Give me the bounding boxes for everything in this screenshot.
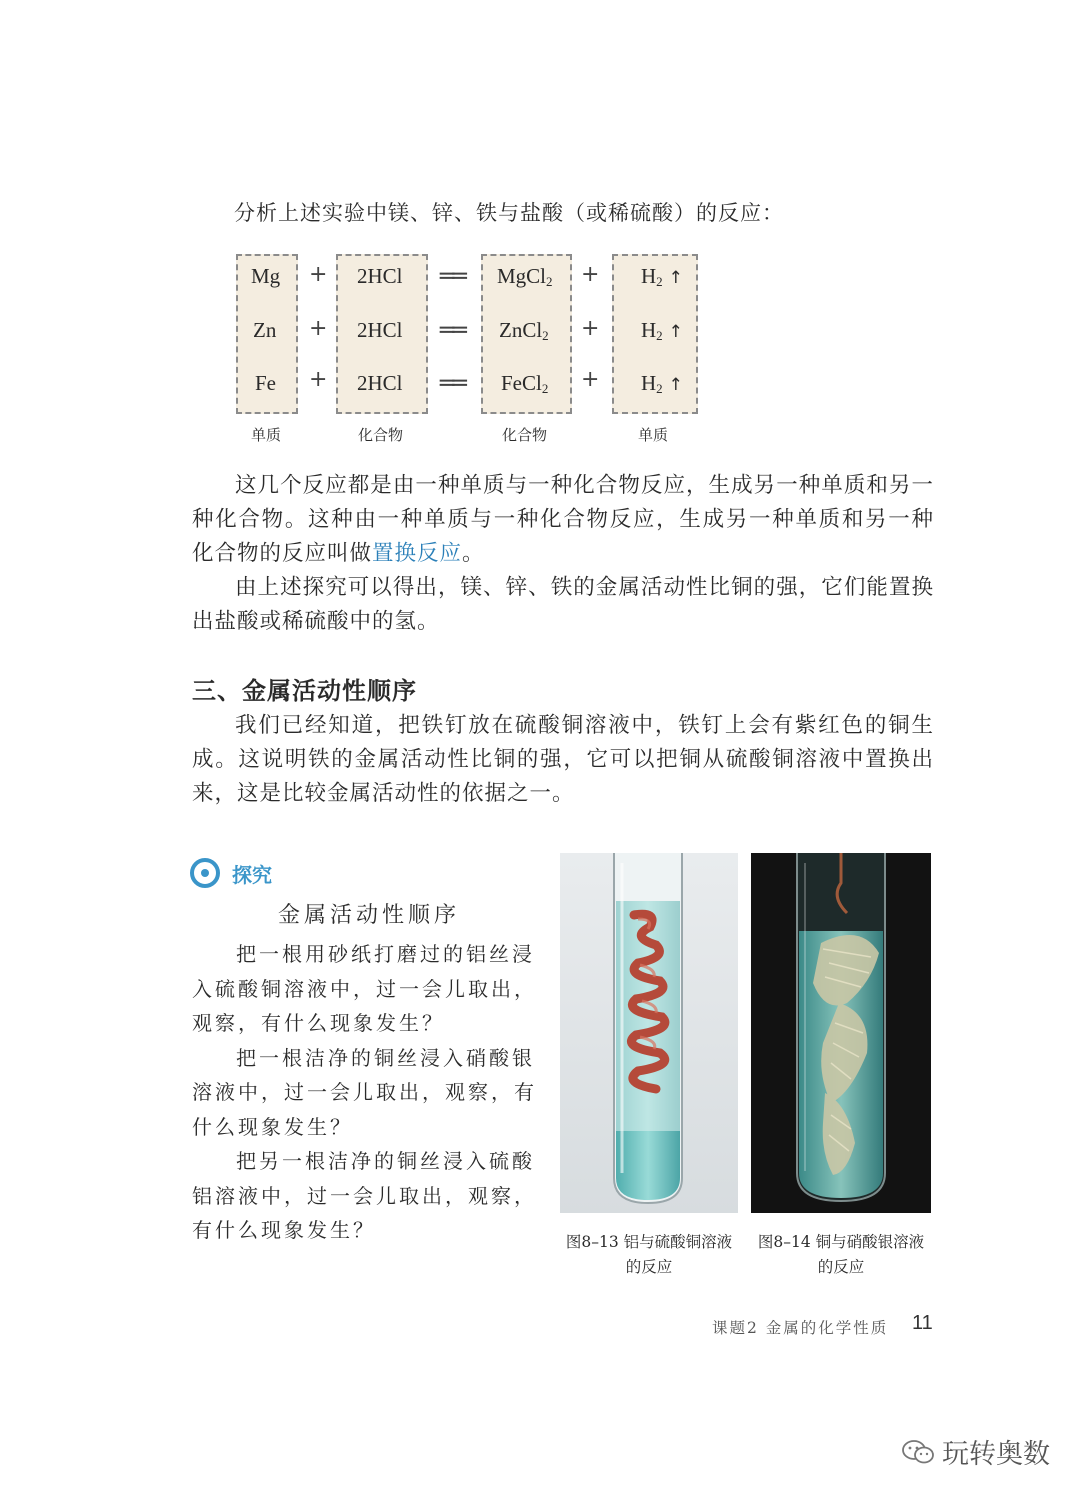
watermark	[902, 1432, 1050, 1471]
eq-row-1-gas: $H_2$ ↑	[641, 264, 683, 289]
eq-row-2-gas: $H_2$ ↑	[641, 318, 683, 343]
eq-row-2-equals: ══	[440, 316, 465, 344]
eq-row-1-plus-2: +	[581, 262, 600, 287]
photo-copper-silver-nitrate	[751, 853, 931, 1213]
eq-row-1-acid: 2HCl	[357, 264, 403, 288]
eq-row-3-salt: FeCl$_2$	[501, 371, 549, 396]
eq-row-3-acid: 2HCl	[357, 371, 403, 395]
eq-row-2-acid: 2HCl	[357, 318, 403, 342]
caption-compound-2: 化合物	[502, 426, 548, 444]
section-title: 三、金属活动性顺序	[192, 677, 417, 705]
paragraph-conclusion: 由上述探究可以得出，镁、锌、铁的金属活动性比铜的强，它们能置换出盐酸或稀硫酸中的氢。	[192, 575, 934, 634]
caption-element: 单质	[251, 426, 282, 444]
eq-row-2-plus-1: +	[309, 316, 328, 341]
gas-arrow-icon: ↑	[668, 322, 683, 342]
eq-row-3-equals: ══	[440, 369, 465, 397]
explore-steps	[192, 937, 544, 1248]
intro-text: 分析上述实验中镁、锌、铁与盐酸（或稀硫酸）的反应：	[234, 201, 784, 225]
gas-arrow-icon: ↑	[668, 375, 683, 395]
test-tube-figure-1	[560, 853, 738, 1213]
photo-aluminum-copper-sulfate	[560, 853, 738, 1213]
explore-target-icon	[190, 858, 220, 888]
running-footer: 课题2 金属的化学性质	[712, 1319, 889, 1337]
watermark-text: 玩转奥数	[942, 1439, 1050, 1470]
eq-row-3-plus-1: +	[309, 367, 328, 392]
eq-row-1-element: Mg	[251, 264, 281, 288]
eq-row-2-salt: ZnCl$_2$	[499, 318, 549, 343]
page-number: 11	[912, 1312, 933, 1334]
eq-row-1-plus-1: +	[309, 262, 328, 287]
chat-bubble-icon	[902, 1439, 934, 1465]
test-tube-figure-2	[751, 853, 931, 1213]
figure-caption-8-13: 图8–13 铝与硫酸铜溶液 的反应	[565, 1233, 733, 1276]
figure-caption-8-14: 图8–14 铜与硝酸银溶液 的反应	[757, 1233, 925, 1276]
eq-row-3-gas: $H_2$ ↑	[641, 371, 683, 396]
explore-label: 探究	[232, 862, 272, 887]
eq-row-2-element: Zn	[253, 318, 277, 342]
caption-compound-1: 化合物	[358, 426, 404, 444]
explore-step-2: 把一根洁净的铜丝浸入硝酸银溶液中，过一会儿取出，观察，有什么现象发生？	[192, 1045, 537, 1139]
explore-step-1: 把一根用砂纸打磨过的铝丝浸入硫酸铜溶液中，过一会儿取出，观察，有什么现象发生？	[192, 942, 537, 1035]
explore-header	[190, 858, 272, 888]
displacement-reaction-term: 置换反应	[372, 541, 463, 566]
paragraph-iron-copper: 我们已经知道，把铁钉放在硫酸铜溶液中，铁钉上会有紫红色的铜生成。这说明铁的金属活动性比铜的强，它可以把铜从硫酸铜溶液中置换出来，这是比较金属活动性的依据之一。	[192, 713, 934, 806]
eq-row-3-element: Fe	[255, 371, 276, 395]
eq-row-1-equals: ══	[440, 262, 465, 290]
explore-step-3: 把另一根洁净的铜丝浸入硫酸铝溶液中，过一会儿取出，观察，有什么现象发生？	[192, 1149, 537, 1242]
explore-title: 金属活动性顺序	[278, 903, 461, 928]
gas-arrow-icon: ↑	[668, 268, 683, 288]
eq-row-3-plus-2: +	[581, 367, 600, 392]
eq-row-2-plus-2: +	[581, 316, 600, 341]
eq-row-1-salt: MgCl$_2$	[497, 264, 553, 289]
body-paragraphs	[192, 469, 934, 639]
caption-element-2: 单质	[638, 426, 669, 444]
paragraph-displacement: 这几个反应都是由一种单质与一种化合物反应，生成另一种单质和另一种化合物。这种由一种单质与一种化合物反应，生成另一种单质和另一种化合物的反应叫做置换反应。	[192, 473, 934, 566]
